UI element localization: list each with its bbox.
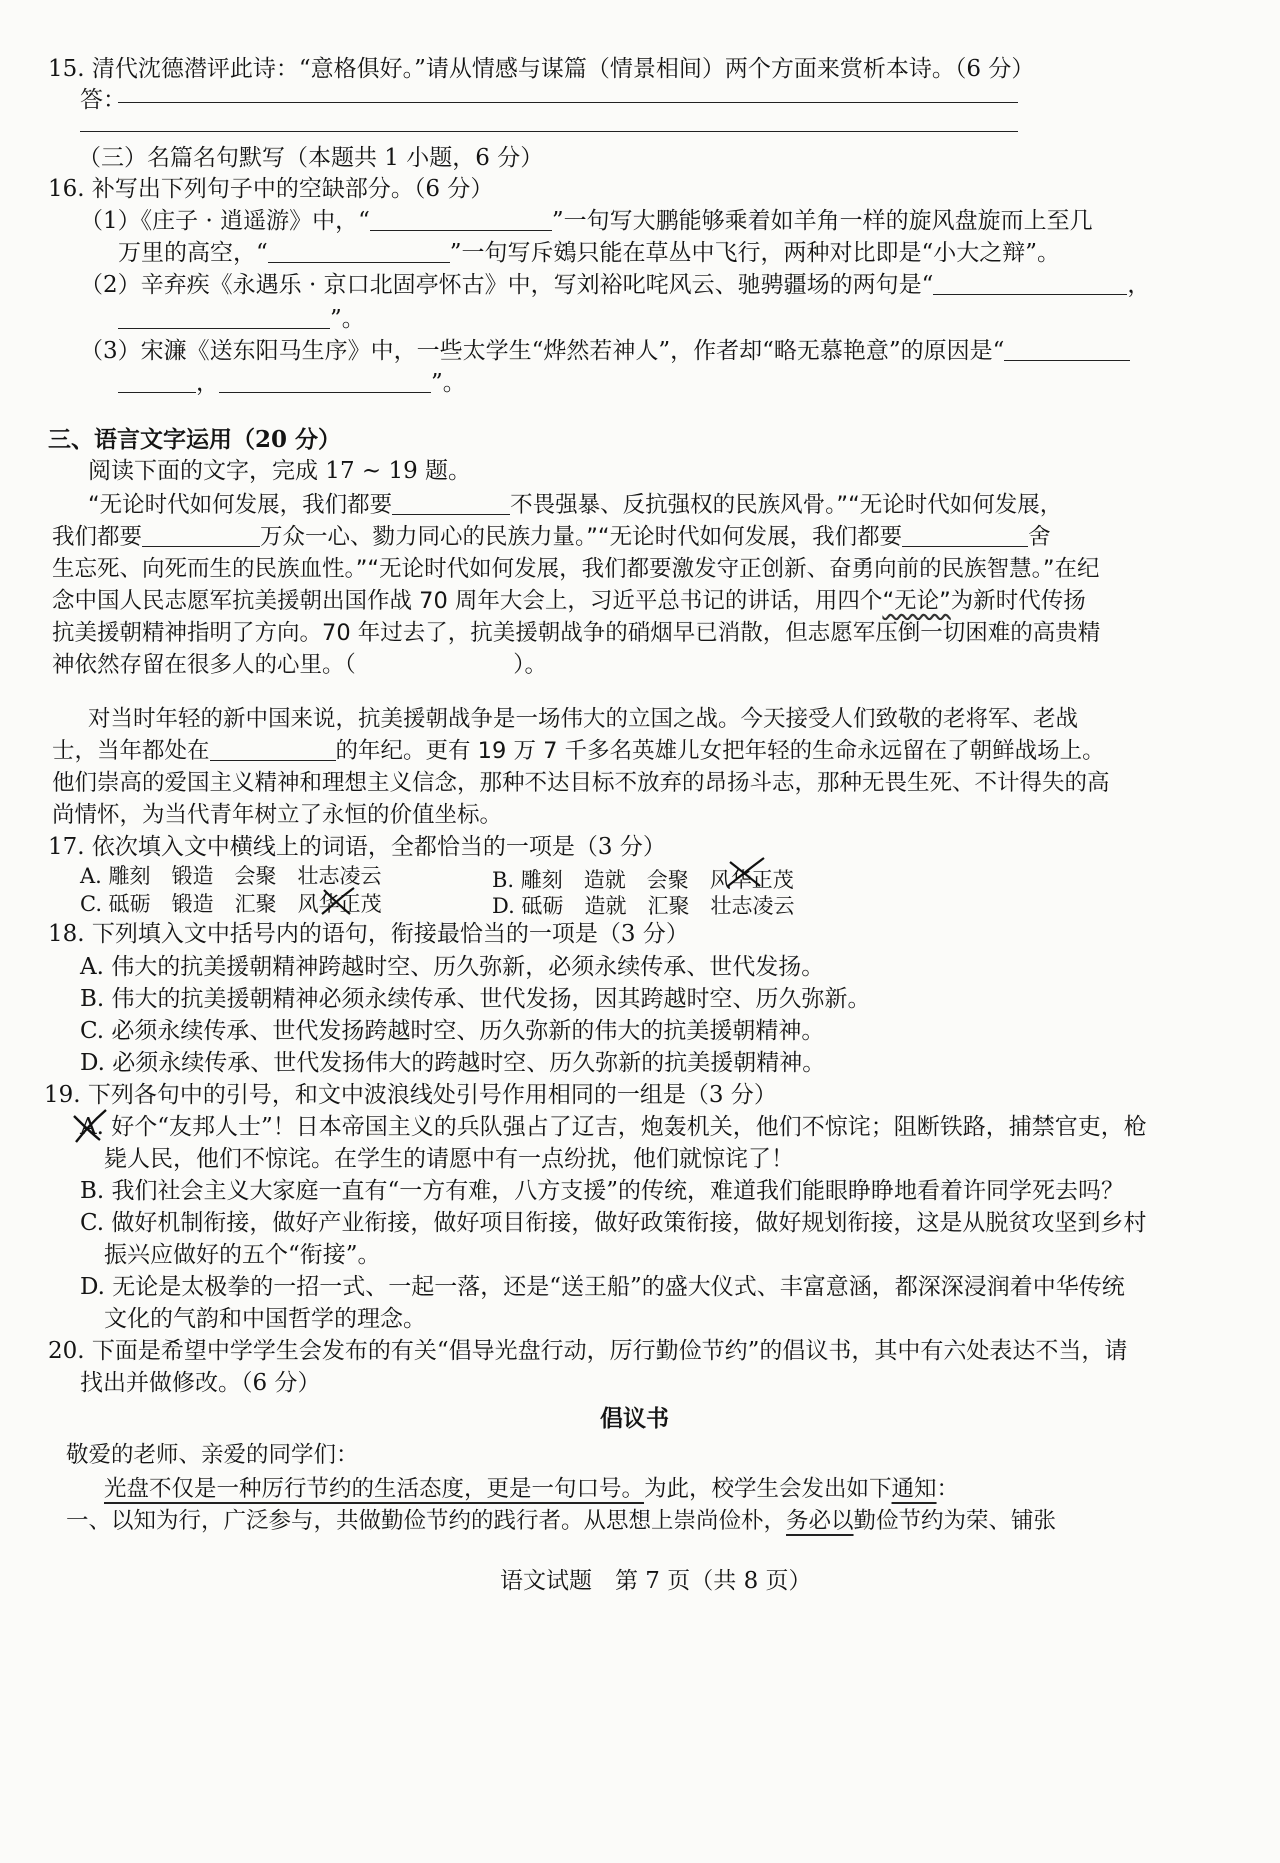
option-b: B. 我们社会主义大家庭一直有“一方有难，八方支援”的传统，难道我们能眼睁睁地看着许同学死去吗？: [80, 1178, 1125, 1204]
fill-blank: [118, 370, 196, 393]
option-c: C. 砥砺 锻造 汇聚 风华正茂: [80, 892, 382, 916]
q15-answer-label: 答：: [80, 87, 126, 113]
passage-text: 舍: [1028, 524, 1051, 550]
proposal-text: ：: [936, 1476, 960, 1502]
fill-blank: [142, 524, 260, 547]
option-b: B. 伟大的抗美援朝精神必须永续传承、世代发扬，因其跨越时空、历久弥新。: [80, 986, 871, 1012]
q16-text: ”。: [330, 306, 365, 332]
q16-item-2: [80, 270, 1150, 300]
proposal-text: 一、以知为行，广泛参与，共做勤俭节约的践行者。从思想上崇尚俭朴，: [66, 1508, 787, 1534]
passage-line: 神依然存留在很多人的心里。（ ）。: [52, 652, 548, 678]
q16-text: （1）《庄子 · 逍遥游》中，“: [80, 208, 370, 234]
passage-line: [52, 586, 1086, 616]
passage-text: “无论时代如何发展，我们都要: [88, 492, 393, 518]
q16-item-1-cont: [118, 238, 1060, 268]
passage-line: [52, 736, 1105, 766]
q16-text: 万里的高空，“: [118, 240, 268, 266]
proposal-body: [66, 1506, 1056, 1536]
fill-blank: [392, 492, 510, 515]
option-c: C. 必须永续传承、世代发扬跨越时空、历久弥新的伟大的抗美援朝精神。: [80, 1018, 825, 1044]
proposal-greeting: 敬爱的老师、亲爱的同学们：: [66, 1442, 359, 1468]
passage-text: 我们都要: [52, 524, 143, 550]
q20-stem: 20. 下面是希望中学学生会发布的有关“倡导光盘行动，厉行勤俭节约”的倡议书，其中有六处表达不当，请: [48, 1338, 1128, 1364]
option-d: D. 砥砺 造就 汇聚 壮志凌云: [492, 894, 795, 918]
handwritten-underline-text: 光盘不仅是一种厉行节约的生活态度，更是一句口号。: [104, 1476, 645, 1502]
q16-item-3: [80, 336, 1130, 366]
option-d-cont: 文化的气韵和中国哲学的理念。: [104, 1306, 426, 1332]
answer-line: [118, 102, 1018, 103]
wavy-underlined-text: “无论”: [882, 588, 951, 614]
proposal-body: [104, 1474, 959, 1504]
option-a: A. 雕刻 锻造 会聚 壮志凌云: [80, 864, 382, 888]
q16-text: ”一句写大鹏能够乘着如羊角一样的旋风盘旋而上至几: [551, 208, 1093, 234]
q16-text: ”一句写斥鴳只能在草丛中飞行，两种对比即是“小大之辩”。: [449, 240, 1061, 266]
handwritten-underline-text: 务必以: [786, 1508, 854, 1534]
q16-text: ，: [196, 370, 219, 396]
q16-text: ”。: [431, 370, 466, 396]
section-heading: （三）名篇名句默写（本题共 1 小题，6 分）: [78, 145, 544, 171]
fill-blank: [268, 240, 450, 263]
handwritten-underline-text: 通知: [891, 1476, 937, 1502]
section-heading: 三、语言文字运用（20 分）: [48, 426, 342, 453]
q16-item-1: [80, 206, 1093, 236]
passage-line: 生忘死、向死而生的民族血性。”“无论时代如何发展，我们都要激发守正创新、奋勇向前的民族智慧。”在纪: [52, 556, 1100, 582]
handwritten-cross-mark: [318, 886, 358, 918]
q18-stem: 18. 下列填入文中括号内的语句，衔接最恰当的一项是（3 分）: [48, 921, 689, 947]
proposal-title: 倡议书: [600, 1405, 669, 1432]
option-c: C. 做好机制衔接，做好产业衔接，做好项目衔接，做好政策衔接，做好规划衔接，这是从脱贫攻坚到乡村: [80, 1210, 1147, 1236]
q16-text: （3）宋濂《送东阳马生序》中，一些太学生“烨然若神人”，作者却“略无慕艳意”的原因是“: [80, 338, 1005, 364]
passage-text: 念中国人民志愿军抗美援朝出国作战 70 周年大会上，习近平总书记的讲话，用四个: [52, 588, 883, 614]
passage-text: 万众一心、勠力同心的民族力量。”“无论时代如何发展，我们都要: [260, 524, 903, 550]
option-d: D. 必须永续传承、世代发扬伟大的跨越时空、历久弥新的抗美援朝精神。: [80, 1050, 826, 1076]
passage-line: 他们崇高的爱国主义精神和理想主义信念，那种不达目标不放弃的昂扬斗志，那种无畏生死、不计得失的高: [52, 770, 1110, 796]
passage-line: 对当时年轻的新中国来说，抗美援朝战争是一场伟大的立国之战。今天接受人们致敬的老将军、老战: [88, 706, 1079, 732]
passage-line: 抗美援朝精神指明了方向。70 年过去了，抗美援朝战争的硝烟早已消散，但志愿军压倒一切困难的高贵精: [52, 620, 1101, 646]
proposal-text: 勤俭节约为荣、铺张: [853, 1508, 1057, 1534]
q20-stem-cont: 找出并做修改。（6 分）: [80, 1370, 321, 1396]
reading-intro: 阅读下面的文字，完成 17 ~ 19 题。: [88, 458, 472, 484]
q16-text: ，: [1127, 272, 1151, 298]
fill-blank: [370, 208, 552, 231]
fill-blank: [210, 738, 336, 761]
option-a: A. 好个“友邦人士”！日本帝国主义的兵队强占了辽吉，炮轰机关，他们不惊诧；阻断铁路，捕禁官吏，枪: [80, 1114, 1147, 1140]
q17-stem: 17. 依次填入文中横线上的词语，全都恰当的一项是（3 分）: [48, 834, 666, 860]
q16-item-3-cont: [118, 368, 466, 398]
handwritten-cross-mark: [70, 1108, 110, 1146]
q16-stem: 16. 补写出下列句子中的空缺部分。（6 分）: [48, 176, 494, 202]
passage-text: 不畏强暴、反抗强权的民族风骨。”“无论时代如何发展，: [510, 492, 1063, 518]
q15-text: 15. 清代沈德潜评此诗：“意格俱好。”请从情感与谋篇（情景相间）两个方面来赏析本诗。（6 分）: [48, 56, 1035, 82]
option-d: D. 无论是太极拳的一招一式、一起一落，还是“送王船”的盛大仪式、丰富意涵，都深深浸润着中华传统: [80, 1274, 1125, 1300]
passage-text: 士，当年都处在: [52, 738, 210, 764]
option-c-cont: 振兴应做好的五个“衔接”。: [104, 1242, 381, 1268]
fill-blank: [219, 370, 431, 393]
passage-line: 尚情怀，为当代青年树立了永恒的价值坐标。: [52, 802, 503, 828]
q16-text: （2）辛弃疾《永遇乐 · 京口北固亭怀古》中，写刘裕叱咤风云、驰骋疆场的两句是“: [80, 272, 934, 298]
handwritten-cross-mark: [722, 856, 770, 890]
option-a: A. 伟大的抗美援朝精神跨越时空、历久弥新，必须永续传承、世代发扬。: [80, 954, 825, 980]
proposal-text: 为此，校学生会发出如下: [644, 1476, 892, 1502]
passage-line: [88, 490, 1062, 520]
passage-text: 的年纪。更有 19 万 7 千多名英雄儿女把年轻的生命永远留在了朝鲜战场上。: [335, 738, 1105, 764]
fill-blank: [902, 524, 1028, 547]
fill-blank: [933, 272, 1127, 295]
page-footer: 语文试题 第 7 页（共 8 页）: [500, 1568, 812, 1594]
option-a-cont: 毙人民，他们不惊诧。在学生的请愿中有一点纷扰，他们就惊诧了！: [104, 1146, 794, 1172]
passage-text: 为新时代传扬: [950, 588, 1086, 614]
q16-item-2-cont: [118, 304, 365, 334]
fill-blank: [118, 306, 330, 329]
fill-blank: [1004, 338, 1130, 361]
answer-line: [80, 131, 1018, 132]
option-b: B. 雕刻 造就 会聚 风华正茂: [492, 868, 794, 892]
q19-stem: 19. 下列各句中的引号，和文中波浪线处引号作用相同的一组是（3 分）: [44, 1082, 777, 1108]
passage-line: [52, 522, 1051, 552]
